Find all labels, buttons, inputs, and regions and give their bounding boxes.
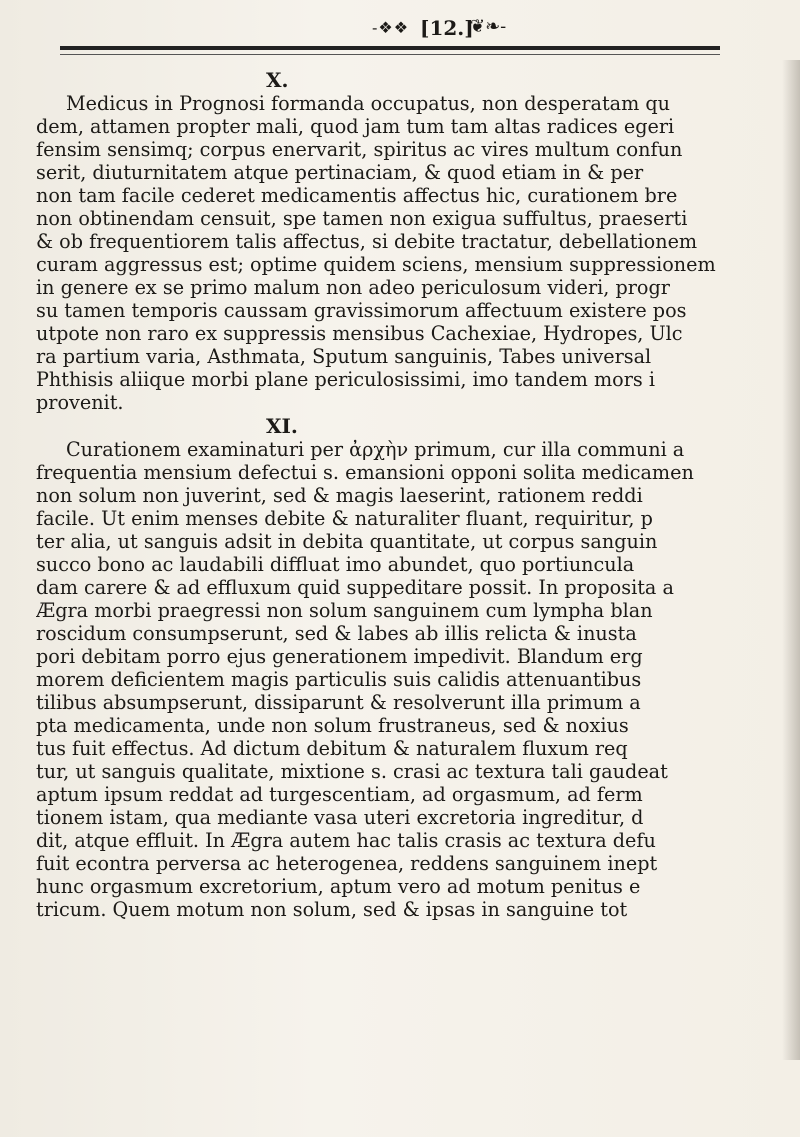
text-line: tur, ut sanguis qualitate, mixtione s. crasi ac textura tali gaudeat [36,760,668,783]
text-line: facile. Ut enim menses debite & naturaliter fluant, requiritur, p [36,507,653,530]
text-line: serit, diuturnitatem atque pertinaciam, & quod etiam in & per [36,161,644,184]
text-line: dem, attamen propter mali, quod jam tum tam altas radices egeri [36,115,675,138]
text-line: fensim sensimq; corpus enervarit, spiritus ac vires multum confun [36,138,683,161]
header-ornament-left: -❖❖ [372,18,410,37]
text-line: Phthisis aliique morbi plane periculosissimi, imo tandem mors i [36,368,655,391]
text-line: tilibus absumpserunt, dissiparunt & resolverunt illa primum a [36,691,641,714]
section-xi [36,438,776,921]
text-line: su tamen temporis caussam gravissimorum affectuum existere pos [36,299,687,322]
header-rule [60,46,720,50]
text-line: Medicus in Prognosi formanda occupatus, non desperatam qu [66,92,671,115]
page-number: [12.] [420,16,474,40]
text-line: ra partium varia, Asthmata, Sputum sanguinis, Tabes universal [36,345,652,368]
text-line: ter alia, ut sanguis adsit in debita quantitate, ut corpus sanguin [36,530,658,553]
text-line: fuit econtra perversa ac heterogenea, reddens sanguinem inept [36,852,658,875]
section-x [36,92,776,414]
text-line: pori debitam porro ejus generationem impedivit. Blandum erg [36,645,643,668]
text-line: & ob frequentiorem talis affectus, si debite tractatur, debellationem [36,230,698,253]
text-line: curam aggressus est; optime quidem sciens, mensium suppressionem [36,253,716,276]
text-line: Curationem examinaturi per ἀρχὴν primum, cur illa communi a [66,438,685,461]
text-line: hunc orgasmum excretorium, aptum vero ad motum penitus e [36,875,641,898]
text-line: roscidum consumpserunt, sed & labes ab illis relicta & inusta [36,622,637,645]
text-line: non obtinendam censuit, spe tamen non exigua suffultus, praeserti [36,207,688,230]
text-line: dit, atque effluit. In Ægra autem hac talis crasis ac textura defu [36,829,656,852]
text-line: tionem istam, qua mediante vasa uteri excretoria ingreditur, d [36,806,644,829]
text-line: pta medicamenta, unde non solum frustraneus, sed & noxius [36,714,629,737]
section-number: XI. [266,414,298,438]
text-line: dam carere & ad effluxum quid suppeditare possit. In proposita a [36,576,674,599]
text-line: utpote non raro ex suppressis mensibus Cachexiae, Hydropes, Ulc [36,322,683,345]
text-line: morem deficientem magis particulis suis calidis attenuantibus [36,668,642,691]
body-text [36,68,776,921]
header-ornament-right: ❦❧- [470,16,507,37]
header-rule-thin [60,54,720,55]
text-line: succo bono ac laudabili diffluat imo abundet, quo portiuncula [36,553,635,576]
text-line: non solum non juverint, sed & magis laeserint, rationem reddi [36,484,643,507]
text-line: in genere ex se primo malum non adeo periculosum videri, progr [36,276,670,299]
section-number: X. [266,68,289,92]
text-line: tricum. Quem motum non solum, sed & ipsas in sanguine tot [36,898,628,921]
text-line: provenit. [36,391,124,414]
page-header [0,6,800,66]
text-line: frequentia mensium defectui s. emansioni opponi solita medicamen [36,461,694,484]
text-line: non tam facile cederet medicamentis affectus hic, curationem bre [36,184,678,207]
page-edge-shadow [782,60,800,1060]
text-line: aptum ipsum reddat ad turgescentiam, ad orgasmum, ad ferm [36,783,643,806]
text-line: Ægra morbi praegressi non solum sanguinem cum lympha blan [36,599,653,622]
text-line: tus fuit effectus. Ad dictum debitum & naturalem fluxum req [36,737,628,760]
